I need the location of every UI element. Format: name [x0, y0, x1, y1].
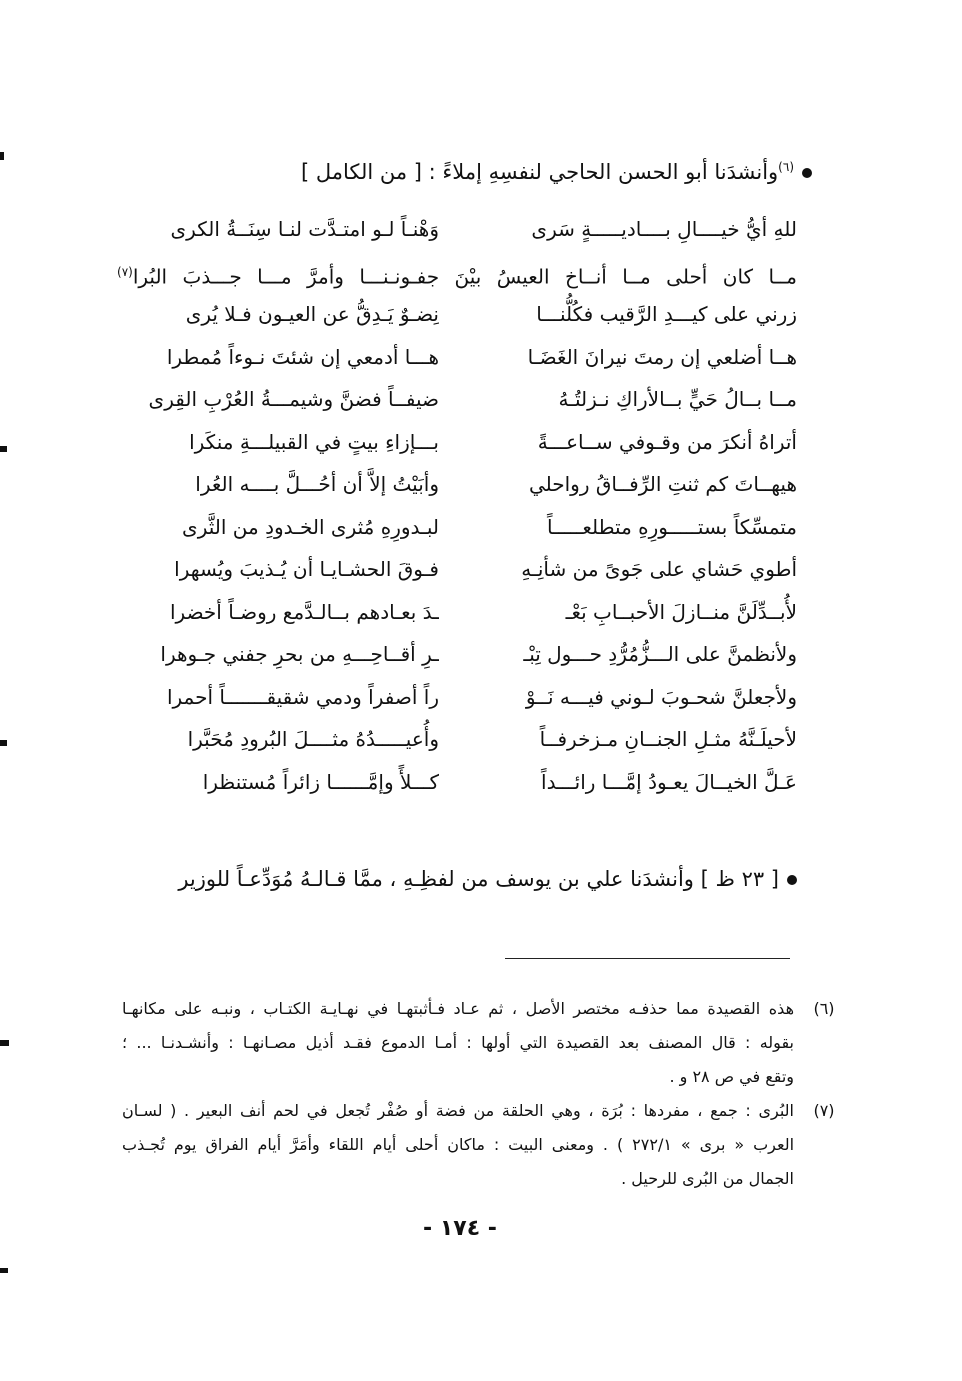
verse-text: مــا كان أحلى مــا أنــاخ العيسُ بيْنَ جفـونـنـــا وأمرَّ مـــا جـــذبَ البُرا	[132, 264, 797, 289]
second-hemistich: راً أصفراً ودمي شقيقـــــــاً أحمرا	[166, 684, 439, 709]
poem-verse	[117, 718, 797, 761]
poem-verse	[117, 676, 797, 719]
footnote-line: هذه القصيدة مما حذفـه مختصر الأصل ، ثم عـاد فـأثبتهـا في نهـايـة الكتـاب ، ونبـه على مكانهـا	[122, 999, 794, 1018]
intro-text: وأنشدَنا أبو الحسن الحاجي لنفسِهِ إملاءً : [ من الكامل ]	[300, 160, 779, 184]
poem-verse	[117, 378, 797, 421]
footnote-number: (٧)	[813, 1101, 835, 1120]
second-hemistich: بـــإزاءِ بيتٍ في القبيلـــةِ منكَرا	[189, 429, 439, 454]
second-intro-text: [ ٢٣ ظ ] وأنشدَنا علي بن يوسف من لفظِـهِ ، ممَّا قـالـهُ مُوَدِّعـاً للوزير	[178, 867, 779, 891]
poem	[117, 208, 797, 803]
poem-verse	[117, 761, 797, 804]
scan-mark	[0, 1040, 9, 1046]
bullet-icon	[802, 168, 812, 178]
second-hemistich: ـرِ أقــاحِـــهِ من بحرِ جفني جـوهرا	[160, 642, 439, 666]
first-hemistich: أتراهُ أنكرَ من وقـوفي ســاعـــةً	[537, 429, 797, 454]
footnote-line: وتقع في ص ٢٨ و .	[669, 1067, 794, 1086]
second-hemistich: كـــلأً وإمَّــــــا زائراً مُستنظرا	[202, 769, 439, 794]
footnote-separator	[505, 958, 790, 959]
verse-full-line	[117, 251, 797, 298]
footnote	[122, 992, 835, 1094]
first-hemistich: متمسِّكاً بستـــــورِهِ متطلعـــــاً	[546, 514, 797, 539]
second-intro-line	[117, 862, 797, 896]
footnote-line: الجمال من البُرى للرحيل .	[621, 1169, 794, 1188]
first-hemistich: ولأنظمنَّ على الـــزُّمُرُّدِ حـــول تِبْـ	[523, 642, 797, 666]
scan-mark	[0, 1268, 8, 1273]
poem-verse	[117, 633, 797, 676]
intro-line	[172, 150, 812, 189]
footnotes	[122, 992, 835, 1196]
second-hemistich: وأُعيـــــدُهُ مثــــلَ البُرودِ مُحَبَّرا	[187, 727, 439, 751]
footnote-ref: (٦)	[778, 160, 794, 174]
footnote	[122, 1094, 835, 1196]
page-number: - ١٧٤ -	[423, 1216, 497, 1241]
footnote-line: البُرى : جمع ، مفردها : بُرَة ، وهي الحلقة من فضة أو صُفْر تُجعل في لحم أنف البعير . ( لسـان	[122, 1101, 794, 1120]
first-hemistich: هــا أضلعي إن رمتَ نيرانَ الغَضَـا	[527, 344, 797, 369]
first-hemistich: لأحيلَـنَّهُ مثـلِ الجنــانِ مـزخرفــاً	[539, 727, 797, 751]
scan-mark	[0, 446, 7, 452]
first-hemistich: أطوي حَشاي على جَوىً من شأنِـهِ	[521, 557, 797, 581]
poem-verse	[117, 336, 797, 379]
poem-verse	[117, 251, 797, 294]
footnote-line: بقوله : قال المصنف بعد القصيدة التي أولها : أمـا الدموع فقـد أذيل مصـانهـا : وأنشـدنـا ... ؛	[122, 1033, 794, 1052]
poem-verse	[117, 591, 797, 634]
second-hemistich: وَهْنـاً لـو امتـدَّت لنـا سِنَــةُ الكرى	[170, 217, 439, 241]
first-hemistich: لأُبــدِّلَنَّ منــازلَ الأحبــابِ بَعْـ	[565, 599, 797, 624]
footnote-number: (٦)	[813, 999, 835, 1018]
second-hemistich: فـوقَ الحشـايـا أن يُـذيبَ ويُسهرا	[174, 557, 439, 581]
bullet-icon	[787, 875, 797, 885]
poem-verse	[117, 421, 797, 464]
second-hemistich: ضيفــاً فضنَّ وشيمـــةُ العُرْبِ القِرى	[148, 387, 439, 411]
first-hemistich: زرني على كيـــدِ الرَّقيب فكُلُّنـــا	[536, 302, 797, 326]
poem-verse	[117, 208, 797, 251]
second-hemistich: وأبَيْتُ إلاَّ أن أحُـــلَّ بــــه العُرا	[195, 472, 439, 496]
second-hemistich: لبـدورِهِ مُثرى الخـدودِ من الثَّرى	[182, 514, 439, 539]
scan-mark	[0, 152, 4, 160]
footnote-line: العرب « برى » ٢٧٢/١ ) . ومعنى البيت : ماكان أحلى أيام اللقاء وأمَرَّ أيام الفراق يوم تُجـذب	[122, 1135, 795, 1154]
first-hemistich: عَـلَّ الخيــالَ يعـودُ إمَّـــا رائـــداً	[541, 769, 797, 794]
second-hemistich: نِضـوٌ يَـدِقُّ عن العيـون فـلا يُرى	[185, 302, 439, 326]
poem-verse	[117, 463, 797, 506]
first-hemistich: ولأجعلنَّ شحـوبَ لـوني فيـــه نَــوْ	[525, 684, 797, 709]
scan-mark	[0, 740, 7, 746]
poem-verse	[117, 548, 797, 591]
second-hemistich: ـدَ بعـادهم بــالـدَّمع روضـاً أخضرا	[169, 599, 439, 624]
second-hemistich: هـــا أدمعي إن شئتَ نـوءاً مُمطرا	[166, 344, 439, 369]
poem-verse	[117, 293, 797, 336]
first-hemistich: مــا بــالُ حَيٍّ بــالأراكِ نـزلتُـهُ	[558, 387, 797, 411]
footnote-ref: (٧)	[117, 264, 133, 279]
poem-verse	[117, 506, 797, 549]
first-hemistich: هيهــاتَ كم ثنتِ الرِّفــاقُ رواحلي	[528, 472, 797, 496]
first-hemistich: للهِ أيُّ خيــــالِ بــــاديـــــةٍ سَرى	[531, 217, 797, 241]
